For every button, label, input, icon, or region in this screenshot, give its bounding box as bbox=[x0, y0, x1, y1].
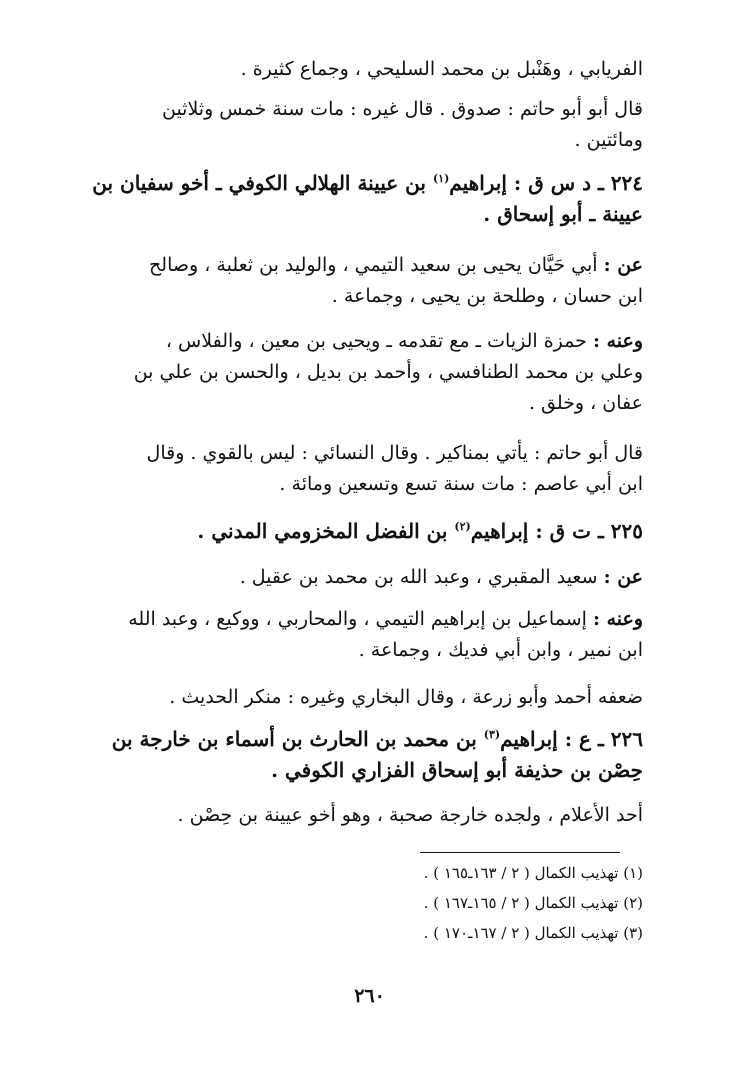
entry-title: بن الفضل المخزومي المدني . bbox=[197, 519, 455, 543]
entry-heading-224 bbox=[88, 168, 643, 230]
text-line: ابن نمير ، وابن أبي فديك ، وجماعة . bbox=[358, 639, 643, 661]
footnote: (٣) تهذيب الكمال ( ٢ / ١٦٧ـ١٧٠ ) . bbox=[423, 924, 643, 942]
label-wanhu: وعنه : bbox=[592, 330, 643, 352]
text-line: قال أبو حاتم : يأتي بمناكير . وقال النسائي : ليس بالقوي . وقال bbox=[146, 442, 643, 464]
entry-title: ٢٢٤ ـ د س ق : إبراهيم bbox=[449, 171, 643, 195]
text-line: أبي حَيَّان يحيى بن سعيد التيمي ، والوليد بن ثعلبة ، وصالح bbox=[149, 254, 604, 276]
paragraph-an bbox=[88, 250, 643, 312]
footnote-ref: (١) bbox=[432, 172, 450, 185]
paragraph-grading bbox=[88, 438, 643, 500]
footnotes bbox=[300, 858, 643, 948]
text-line: ابن أبي عاصم : مات سنة تسع وتسعين ومائة . bbox=[279, 473, 643, 495]
label-wanhu: وعنه : bbox=[592, 608, 643, 630]
paragraph-death-note bbox=[88, 94, 643, 156]
page-number: ٢٦٠ bbox=[354, 985, 385, 1007]
label-an: عن : bbox=[603, 254, 643, 276]
label-an: عن : bbox=[603, 566, 643, 588]
entry-title: عيينة ـ أبو إسحاق . bbox=[483, 202, 643, 226]
entry-title: ٢٢٦ ـ ع : إبراهيم bbox=[500, 727, 643, 751]
entry-heading-225 bbox=[88, 516, 643, 547]
paragraph-bio bbox=[88, 800, 643, 831]
entry-heading-226 bbox=[88, 724, 643, 786]
entry-title: بن عيينة الهلالي الكوفي ـ أخو سفيان بن bbox=[92, 171, 433, 195]
paragraph-grading bbox=[88, 682, 643, 713]
paragraph-wanhu bbox=[88, 604, 643, 666]
text-line: وعلي بن محمد الطنافسي ، وأحمد بن بديل ، والحسن بن علي بن bbox=[133, 361, 643, 383]
footnote: (٢) تهذيب الكمال ( ٢ / ١٦٥ـ١٦٧ ) . bbox=[423, 894, 643, 912]
paragraph-wanhu bbox=[88, 326, 643, 419]
text-line: قال أبو أبو حاتم : صدوق . قال غيره : مات سنة خمس وثلاثين bbox=[161, 98, 643, 120]
footnote-divider bbox=[420, 852, 620, 853]
text-line: الفريابي ، وهَنْبل بن محمد السليحي ، وجماع كثيرة . bbox=[240, 58, 643, 80]
footnote: (١) تهذيب الكمال ( ٢ / ١٦٣ـ١٦٥ ) . bbox=[423, 864, 643, 882]
text-line: ومائتين . bbox=[574, 129, 643, 151]
text-line: أحد الأعلام ، ولجده خارجة صحبة ، وهو أخو عيينة بن حِصْن . bbox=[177, 804, 643, 826]
footnote-ref: (٣) bbox=[483, 728, 501, 741]
text-line: إسماعيل بن إبراهيم التيمي ، والمحاربي ، ووكيع ، وعبد الله bbox=[128, 608, 593, 630]
entry-title: حِصْن بن حذيفة أبو إسحاق الفزاري الكوفي . bbox=[271, 758, 643, 782]
paragraph-continuation bbox=[88, 54, 643, 85]
text-line: ضعفه أحمد وأبو زرعة ، وقال البخاري وغيره : منكر الحديث . bbox=[169, 686, 643, 708]
text-line: عفان ، وخلق . bbox=[528, 392, 643, 414]
text-line: سعيد المقبري ، وعبد الله بن محمد بن عقيل . bbox=[239, 566, 604, 588]
text-line: ابن حسان ، وطلحة بن يحيى ، وجماعة . bbox=[331, 285, 643, 307]
footnote-ref: (٢) bbox=[454, 520, 471, 533]
entry-title: بن محمد بن الحارث بن أسماء بن خارجة بن bbox=[111, 727, 484, 751]
text-line: حمزة الزيات ـ مع تقدمه ـ ويحيى بن معين ، والفلاس ، bbox=[165, 330, 593, 352]
entry-title: ٢٢٥ ـ ت ق : إبراهيم bbox=[470, 519, 643, 543]
paragraph-an bbox=[88, 562, 643, 593]
